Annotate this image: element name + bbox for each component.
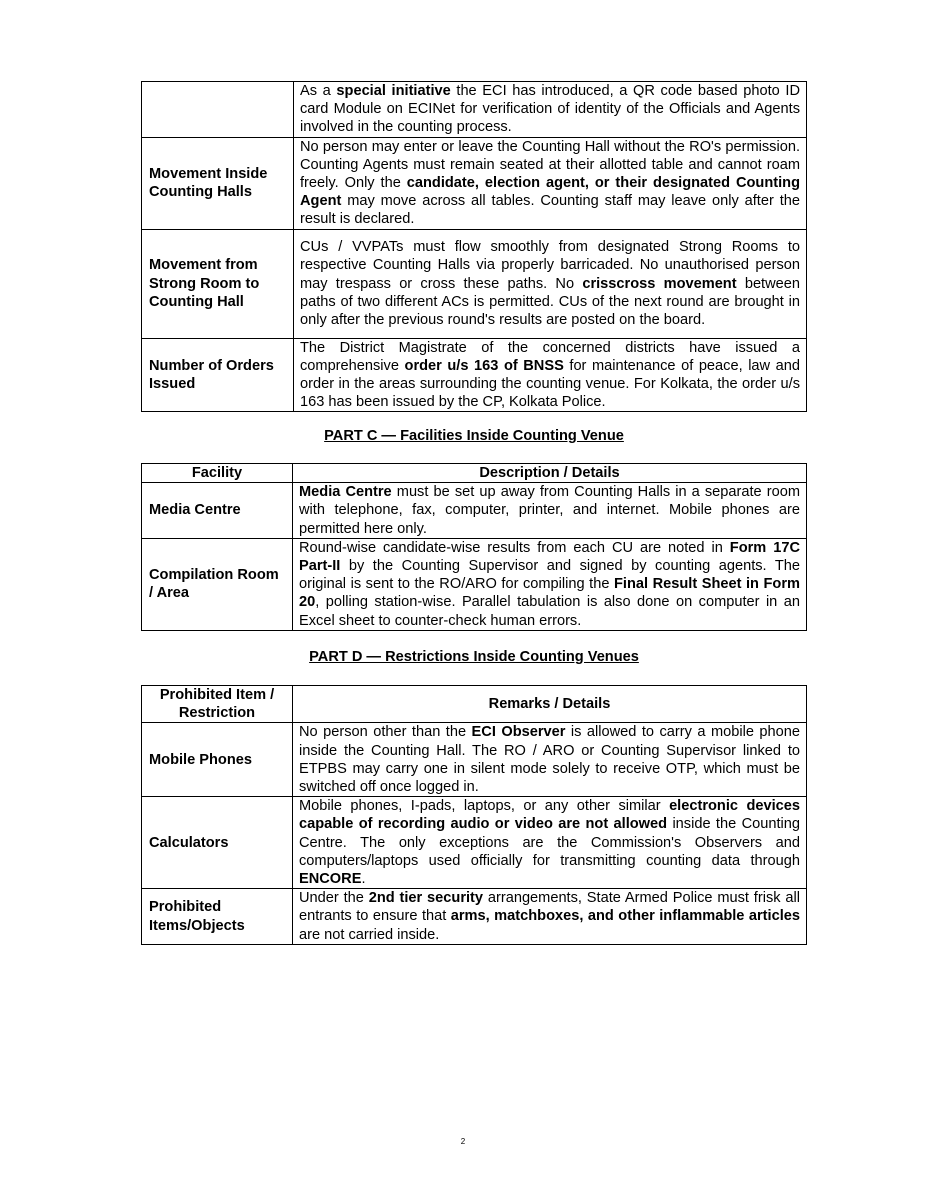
table-row — [142, 338, 807, 412]
column-header-description: Description / Details — [293, 464, 807, 483]
bold-text: Media Centre — [299, 484, 392, 501]
column-header-remarks: Remarks / Details — [293, 686, 807, 723]
text-segment: No person other than the — [299, 724, 472, 741]
row-label: Calculators — [142, 797, 293, 889]
text-segment: Mobile phones, I-pads, laptops, or any other similar — [299, 798, 670, 815]
part-b-body — [142, 82, 807, 412]
row-label: Movement Inside Counting Halls — [142, 137, 294, 229]
table-row — [142, 723, 807, 797]
row-description — [293, 797, 807, 889]
bold-text: Form 17C Part-II — [299, 539, 800, 575]
row-description — [294, 229, 807, 338]
table-row — [142, 797, 807, 889]
text-segment: As a — [300, 83, 337, 99]
bold-text: Final Result Sheet in Form 20 — [299, 576, 800, 611]
bold-text: order u/s 163 of BNSS — [404, 357, 564, 374]
bold-text: 2nd tier security — [368, 890, 484, 907]
row-description — [293, 483, 807, 539]
text-segment: the ECI has introduced, a QR code based photo ID card Module on ECINet for verification of identity of the Officials and Agents involved in the counting process. — [300, 83, 800, 136]
row-description — [293, 723, 807, 797]
page-number: 2 — [460, 1137, 466, 1146]
text-segment: may move across all tables. Counting staff may leave only after the result is declared. — [300, 193, 800, 228]
row-label: Compilation Room / Area — [142, 538, 293, 630]
row-description — [294, 137, 807, 229]
row-description — [294, 338, 807, 412]
text-segment: are not carried inside. — [299, 926, 440, 943]
text-segment: . — [361, 871, 366, 888]
column-header-item: Prohibited Item / Restriction — [142, 686, 293, 723]
table-row — [142, 229, 807, 338]
row-label: Movement from Strong Room to Counting Hall — [142, 229, 294, 338]
text-segment: must be set up away from Counting Halls in a separate room with telephone, fax, computer, printer, and internet. Mobile phones are permitted here only. — [299, 484, 801, 537]
table-row — [142, 137, 807, 229]
row-description — [293, 889, 807, 945]
text-segment: between paths of two different ACs is permitted. CUs of the next round are brought in only after the previous round's results are posted on the board. — [300, 275, 801, 328]
table-header-row — [142, 464, 807, 483]
part-b-table — [141, 81, 807, 412]
part-c-table — [141, 463, 807, 631]
text-segment: Under the — [299, 890, 369, 907]
text-segment: The District Magistrate of the concerned districts have issued a comprehensive — [300, 339, 800, 374]
bold-text: ECI Observer — [471, 724, 566, 741]
text-segment: , polling station-wise. Parallel tabulation is also done on computer in an Excel sheet to counter-check human errors. — [299, 594, 800, 629]
part-d-table — [141, 685, 807, 945]
text-segment: Round-wise candidate-wise results from each CU are noted in — [299, 539, 730, 556]
bold-text: ENCORE — [299, 871, 362, 888]
part-d-body — [142, 686, 807, 945]
text-segment: is allowed to carry a mobile phone inside the Counting Hall. The RO / ARO or Counting Supervisor linked to ETPBS may carry one in silent mode solely to receive OTP, which must be switched off once logged in. — [299, 724, 800, 796]
part-d-title: PART D — Restrictions Inside Counting Venues — [309, 649, 639, 665]
text-segment: by the Counting Supervisor and signed by counting agents. The original is sent to the RO/ARO for compiling the — [299, 558, 800, 593]
table-row — [142, 483, 807, 539]
row-label: Prohibited Items/Objects — [142, 889, 293, 945]
bold-text: arms, matchboxes, and other inflammable articles — [450, 908, 800, 925]
bold-text: electronic devices capable of recording audio or video are not allowed — [299, 798, 800, 833]
column-header-facility: Facility — [142, 464, 293, 483]
part-c-title: PART C — Facilities Inside Counting Venue — [324, 428, 624, 444]
text-segment: for maintenance of peace, law and order in the areas surrounding the counting venue. For Kolkata, the order u/s 163 has been issued by the CP, Kolkata Police. — [300, 357, 800, 411]
row-label — [142, 82, 294, 138]
row-label: Media Centre — [142, 483, 293, 539]
text-segment: No person may enter or leave the Counting Hall without the RO's permission. Counting Agents must remain seated at their allotted table and cannot roam freely. Only the — [300, 138, 800, 192]
table-row — [142, 538, 807, 630]
row-description — [294, 82, 807, 138]
row-label: Number of Orders Issued — [142, 338, 294, 412]
table-row — [142, 889, 807, 945]
text-segment: arrangements, State Armed Police must frisk all entrants to ensure that — [299, 890, 800, 925]
row-label: Mobile Phones — [142, 723, 293, 797]
row-description — [293, 538, 807, 630]
bold-text: candidate, election agent, or their designated Counting Agent — [300, 175, 800, 210]
part-c-body — [142, 464, 807, 631]
text-segment: inside the Counting Centre. The only exceptions are the Commission's Observers and computers/laptops used officially for transmitting counting data through — [299, 816, 800, 869]
table-row — [142, 82, 807, 138]
table-header-row — [142, 686, 807, 723]
text-segment: CUs / VVPATs must flow smoothly from designated Strong Rooms to respective Counting Halls via properly barricaded. No unauthorised person may trespass or cross these paths. No — [300, 239, 800, 292]
bold-text: crisscross movement — [582, 275, 737, 292]
bold-text: special initiative — [336, 83, 451, 99]
